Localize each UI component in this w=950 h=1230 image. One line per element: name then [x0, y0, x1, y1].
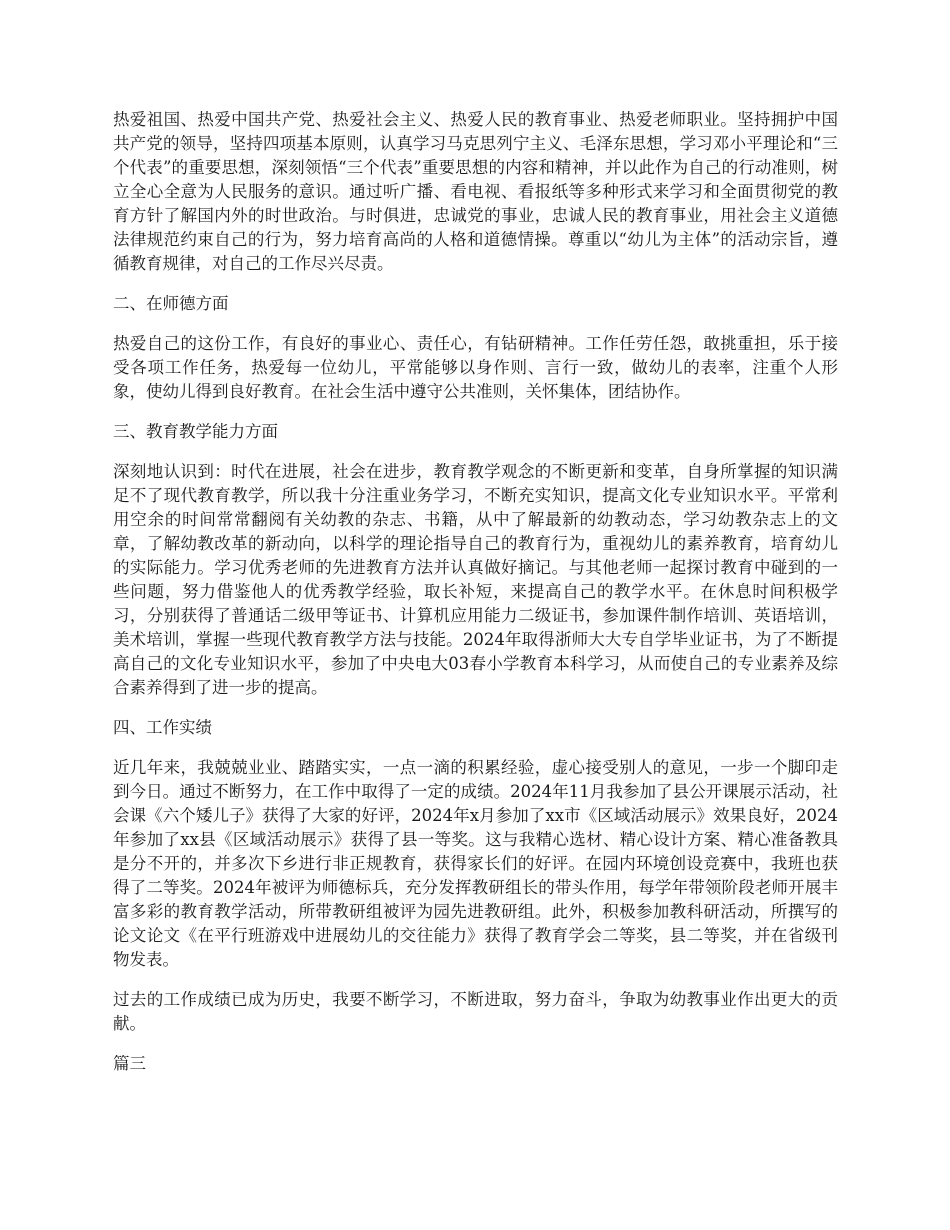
paragraph-conclusion: 过去的工作成绩已成为历史，我要不断学习，不断进取，努力奋斗，争取为幼教事业作出更大的贡献。 [113, 990, 838, 1033]
section-heading-teaching-ability: 三、教育教学能力方面 [113, 422, 278, 441]
paragraph-ethics: 热爱自己的这份工作，有良好的事业心、责任心，有钻研精神。工作任劳任怨，敢挑重担，乐于接受各项工作任务，热爱每一位幼儿，平常能够以身作则、言行一致，做幼儿的表率，注重个人形象，使幼儿得到良好教育。在社会生活中遵守公共准则，关怀集体，团结协作。 [113, 334, 838, 401]
section-heading-achievements: 四、工作实绩 [113, 718, 212, 737]
paragraph-patriotism: 热爱祖国、热爱中国共产党、热爱社会主义、热爱人民的教育事业、热爱老师职业。坚持拥护中国共产党的领导，坚持四项基本原则，认真学习马克思列宁主义、毛泽东思想，学习邓小平理论和“三个代表”的重要思想，深刻领悟“三个代表”重要思想的内容和精神，并以此作为自己的行动准则，树立全心全意为人民服务的意识。通过听广播、看电视、看报纸等多种形式来学习和全面贯彻党的教育方针了解国内外的时世政治。与时俱进，忠诚党的事业，忠诚人民的教育事业，用社会主义道德法律规范约束自己的行为，努力培育高尚的人格和道德情操。尊重以“幼儿为主体”的活动宗旨，遵循教育规律，对自己的工作尽兴尽责。 [113, 110, 838, 273]
paragraph-achievements: 近几年来，我兢兢业业、踏踏实实，一点一滴的积累经验，虚心接受别人的意见，一步一个脚印走到今日。通过不断努力，在工作中取得了一定的成绩。2024年11月我参加了县公开课展示活动，社会课《六个矮儿子》获得了大家的好评，2024年x月参加了xx市《区域活动展示》效果良好，2024年参加了xx县《区域活动展示》获得了县一等奖。这与我精心选材、精心设计方案、精心准备教具是分不开的，并多次下乡进行非正规教育，获得家长们的好评。在园内环境创设竞赛中，我班也获得了二等奖。2024年被评为师德标兵，充分发挥教研组长的带头作用，每学年带领阶段老师开展丰富多彩的教育教学活动，所带教研组被评为园先进教研组。此外，积极参加教科研活动，所撰写的论文论文《在平行班游戏中进展幼儿的交往能力》获得了教育学会二等奖，县二等奖，并在省级刊物发表。 [113, 758, 838, 969]
paragraph-teaching-ability: 深刻地认识到：时代在进展，社会在进步，教育教学观念的不断更新和变革，自身所掌握的知识满足不了现代教育教学，所以我十分注重业务学习，不断充实知识，提高文化专业知识水平。平常利用空余的时间常常翻阅有关幼教的杂志、书籍，从中了解最新的幼教动态，学习幼教杂志上的文章，了解幼教改革的新动向，以科学的理论指导自己的教育行为，重视幼儿的素养教育，培育幼儿的实际能力。学习优秀老师的先进教育方法并认真做好摘记。与其他老师一起探讨教育中碰到的一些问题，努力借鉴他人的优秀教学经验，取长补短，来提高自己的教学水平。在休息时间积极学习，分别获得了普通话二级甲等证书、计算机应用能力二级证书，参加课件制作培训、英语培训，美术培训，掌握一些现代教育教学方法与技能。2024年取得浙师大大专自学毕业证书，为了不断提高自己的文化专业知识水平，参加了中央电大03春小学教育本科学习，从而使自己的专业素养及综合素养得到了进一步的提高。 [113, 462, 838, 697]
section-heading-part-three: 篇三 [113, 1054, 146, 1073]
section-heading-ethics: 二、在师德方面 [113, 294, 229, 313]
